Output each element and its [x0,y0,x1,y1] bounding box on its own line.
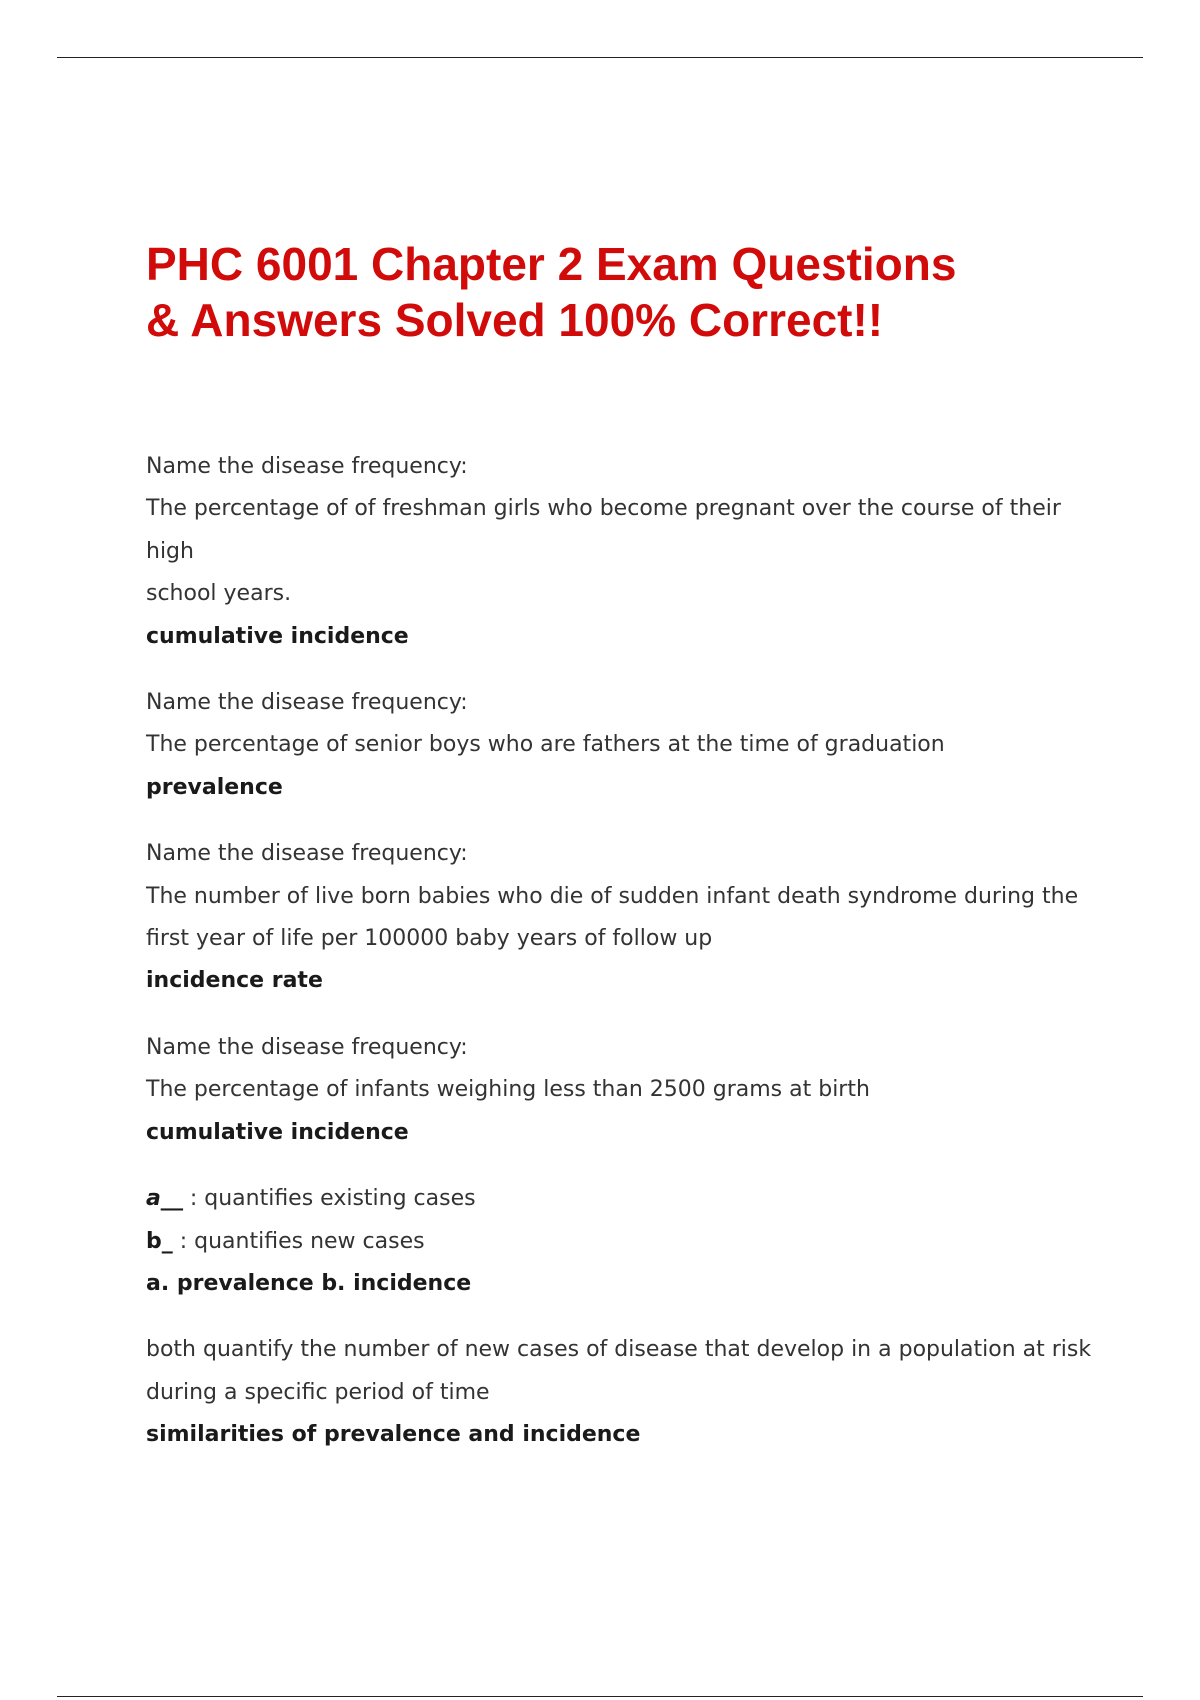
qa-item-1 [146,446,1106,658]
question-text-line: both quantify the number of new cases of disease that develop in a population at risk [146,1337,1092,1363]
question-text-line [146,1221,1106,1263]
question-text-line: The percentage of infants weighing less than 2500 grams at birth [146,1077,870,1103]
qa-item-6 [146,1329,1106,1456]
question-prompt: Name the disease frequency: [146,690,468,716]
question-text-line: during a specific period of time [146,1379,490,1405]
answer-text: cumulative incidence [146,623,409,649]
answer-text: similarities of prevalence and incidence [146,1422,641,1448]
qa-item-4 [146,1027,1106,1154]
question-text-line: first year of life per 100000 baby years of follow up [146,926,713,952]
title-line-1: PHC 6001 Chapter 2 Exam Questions [146,238,957,290]
answer-text: prevalence [146,774,283,800]
document-title [146,236,1106,348]
question-text-line: school years. [146,581,292,607]
question-text-line [146,1178,1106,1220]
qa-item-5 [146,1178,1106,1305]
blank-b: b_ [146,1228,173,1254]
answer-text: a. prevalence b. incidence [146,1270,472,1296]
qa-item-2 [146,682,1106,809]
bottom-rule [57,1696,1143,1697]
top-rule [57,57,1143,58]
qa-list [146,446,1106,1481]
blank-a: a__ [146,1186,183,1212]
answer-text: incidence rate [146,968,323,994]
question-prompt: Name the disease frequency: [146,454,468,479]
question-prompt: Name the disease frequency: [146,841,468,867]
question-text-line: The number of live born babies who die of sudden infant death syndrome during the [146,883,1079,909]
question-text-line: The percentage of of freshman girls who become pregnant over the course of their high [146,496,1061,564]
blank-b-text: : quantifies new cases [172,1228,425,1254]
qa-item-3 [146,833,1106,1003]
blank-a-text: : quantifies existing cases [182,1186,476,1212]
question-prompt: Name the disease frequency: [146,1034,468,1060]
title-line-2: & Answers Solved 100% Correct!! [146,294,884,346]
question-text-line: The percentage of senior boys who are fathers at the time of graduation [146,732,945,758]
answer-text: cumulative incidence [146,1119,409,1145]
